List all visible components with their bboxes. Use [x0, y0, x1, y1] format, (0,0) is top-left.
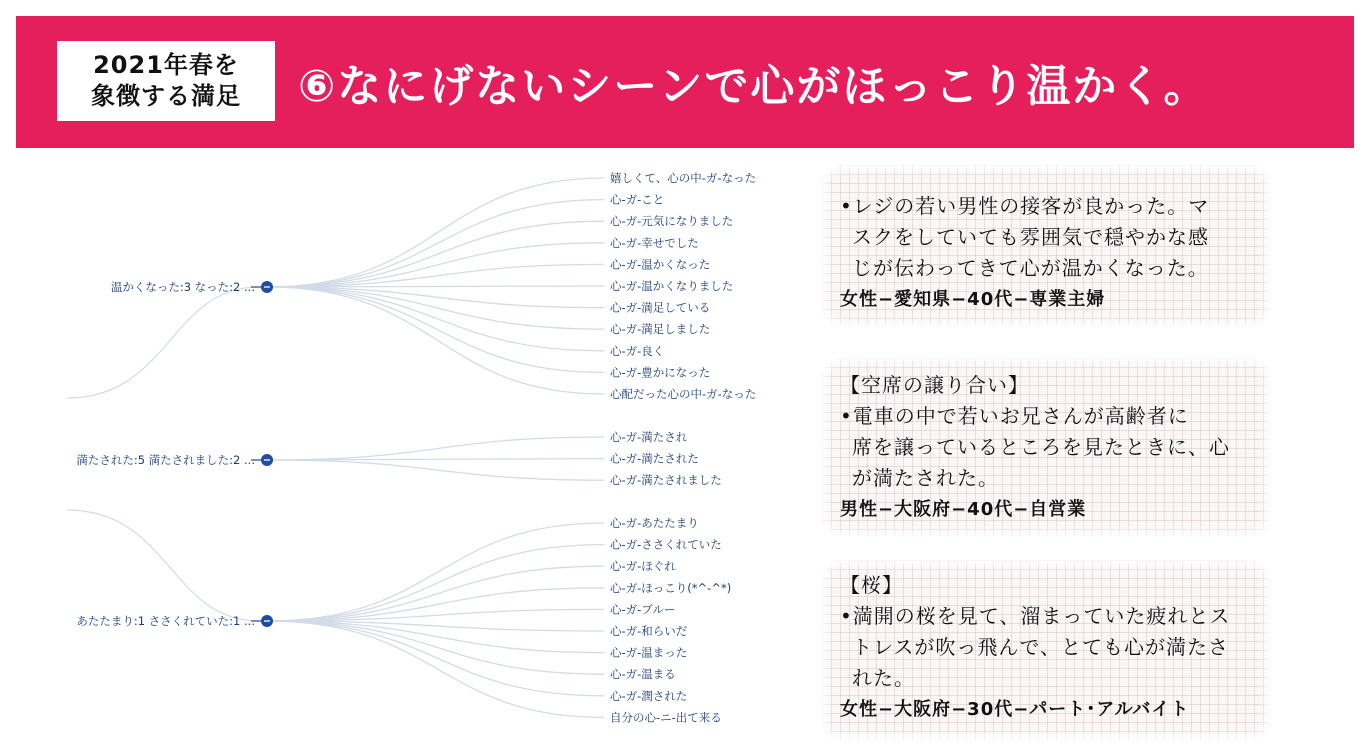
- tree-leaf-label: 心-ガ-満たされ: [610, 430, 688, 444]
- comment-3-line-1: •満開の桜を見て、溜まっていた疲れとス: [840, 604, 1231, 628]
- tree-link: [267, 200, 604, 287]
- tree-leaf-label: 心-ガ-ブルー: [610, 602, 676, 617]
- word-tree-svg: [0, 150, 800, 750]
- tree-leaf-label: 心-ガ-温かくなった: [610, 257, 711, 272]
- tree-leaf-label: 心-ガ-こと: [610, 192, 665, 207]
- tree-leaf-label: 心-ガ-ほぐれ: [610, 559, 676, 574]
- tree-leaf-label: 心-ガ-元気になりました: [610, 214, 734, 229]
- comment-card-2: [822, 358, 1270, 536]
- tree-leaf-label: 心-ガ-満たされました: [610, 473, 722, 488]
- comment-2-heading: 【空席の譲り合い】: [840, 373, 1029, 397]
- tree-leaf-label: 心-ガ-ほっこり(*^-^*): [610, 580, 732, 595]
- comment-1-attribute: 女性−愛知県−40代−専業主婦: [840, 289, 1106, 310]
- tree-link: [267, 178, 604, 287]
- tree-leaf-label: 心-ガ-温まった: [610, 645, 688, 660]
- tree-link: [267, 621, 604, 674]
- tree-leaf-label: 心-ガ-満足している: [610, 300, 711, 315]
- tree-leaf-label: 心-ガ-満たされた: [610, 451, 699, 466]
- comment-3-attribute: 女性−大阪府−30代−パート･アルバイト: [840, 699, 1190, 720]
- tree-leaf-label: 心-ガ-和らいだ: [610, 624, 688, 638]
- comment-1-line-2: スクをしていても雰囲気で穏やかな感: [852, 225, 1209, 249]
- tree-link: [267, 588, 604, 621]
- tree-leaf-label: 嬉しくて、心の中-ガ-なった: [610, 171, 757, 185]
- comment-2-line-2: 席を譲っているところを見たときに、心: [852, 435, 1230, 459]
- tree-leaf-label: 心-ガ-あたたまり: [610, 516, 699, 530]
- tree-leaf-label: 心-ガ-幸せでした: [610, 235, 699, 250]
- comment-card-3: [822, 560, 1270, 740]
- tree-link: [267, 460, 604, 480]
- tree-link: [267, 287, 604, 394]
- tree-leaf-label: 心-ガ-ささくれていた: [610, 537, 722, 552]
- tree-leaf-label: 心-ガ-温かくなりました: [610, 279, 734, 293]
- comment-3-heading: 【桜】: [840, 573, 903, 597]
- page-title: ⑥なにげないシーンで心がほっこり温かく。: [298, 61, 1210, 112]
- tree-link: [267, 523, 604, 621]
- tree-leaf-label: 自分の心-ニ-出て来る: [610, 710, 722, 725]
- comment-3-line-2: トレスが吹っ飛んで、とても心が満たさ: [852, 635, 1229, 659]
- tree-link: [267, 621, 604, 717]
- tree-link: [267, 287, 604, 329]
- comment-2-line-3: が満たされた。: [852, 466, 999, 490]
- tree-link: [267, 566, 604, 621]
- tree-node-label: 満たされた:5 満たされました:2 ...: [76, 453, 255, 467]
- tree-leaf-label: 心-ガ-潤された: [610, 688, 688, 703]
- tree-leaf-label: 心配だった心の中-ガ-なった: [610, 387, 757, 401]
- tree-link: [267, 621, 604, 696]
- header-tag-line-1: 2021年春を: [93, 51, 239, 79]
- tree-leaf-label: 心-ガ-豊かになった: [610, 365, 711, 380]
- comment-card-1: [822, 165, 1270, 327]
- header-tag-line-2: 象徴する満足: [91, 82, 241, 110]
- tree-leaf-label: 心-ガ-良く: [610, 343, 665, 358]
- root-link-1: [67, 287, 259, 398]
- tree-leaf-label: 心-ガ-満足しました: [610, 322, 711, 337]
- tree-leaf-label: 心-ガ-温まる: [610, 667, 676, 682]
- tree-node-label: あたたまり:1 ささくれていた:1 ...: [76, 614, 255, 628]
- header-tag: [57, 41, 275, 121]
- comment-1-line-3: じが伝わってきて心が温かくなった。: [852, 256, 1209, 280]
- tree-link: [267, 437, 604, 460]
- root-link-2: [67, 510, 259, 621]
- header-banner: [16, 16, 1354, 148]
- comment-2-attribute: 男性−大阪府−40代−自営業: [840, 499, 1087, 520]
- comment-3-line-3: れた。: [852, 666, 915, 690]
- tree-node-label: 温かくなった:3 なった:2 ...: [110, 280, 255, 294]
- tree-link: [267, 221, 604, 287]
- comment-1-line-1: •レジの若い男性の接客が良かった。マ: [840, 194, 1210, 218]
- tree-link: [267, 287, 604, 372]
- comment-2-line-1: •電車の中で若いお兄さんが高齢者に: [840, 404, 1189, 428]
- word-tree-diagram: [0, 150, 800, 750]
